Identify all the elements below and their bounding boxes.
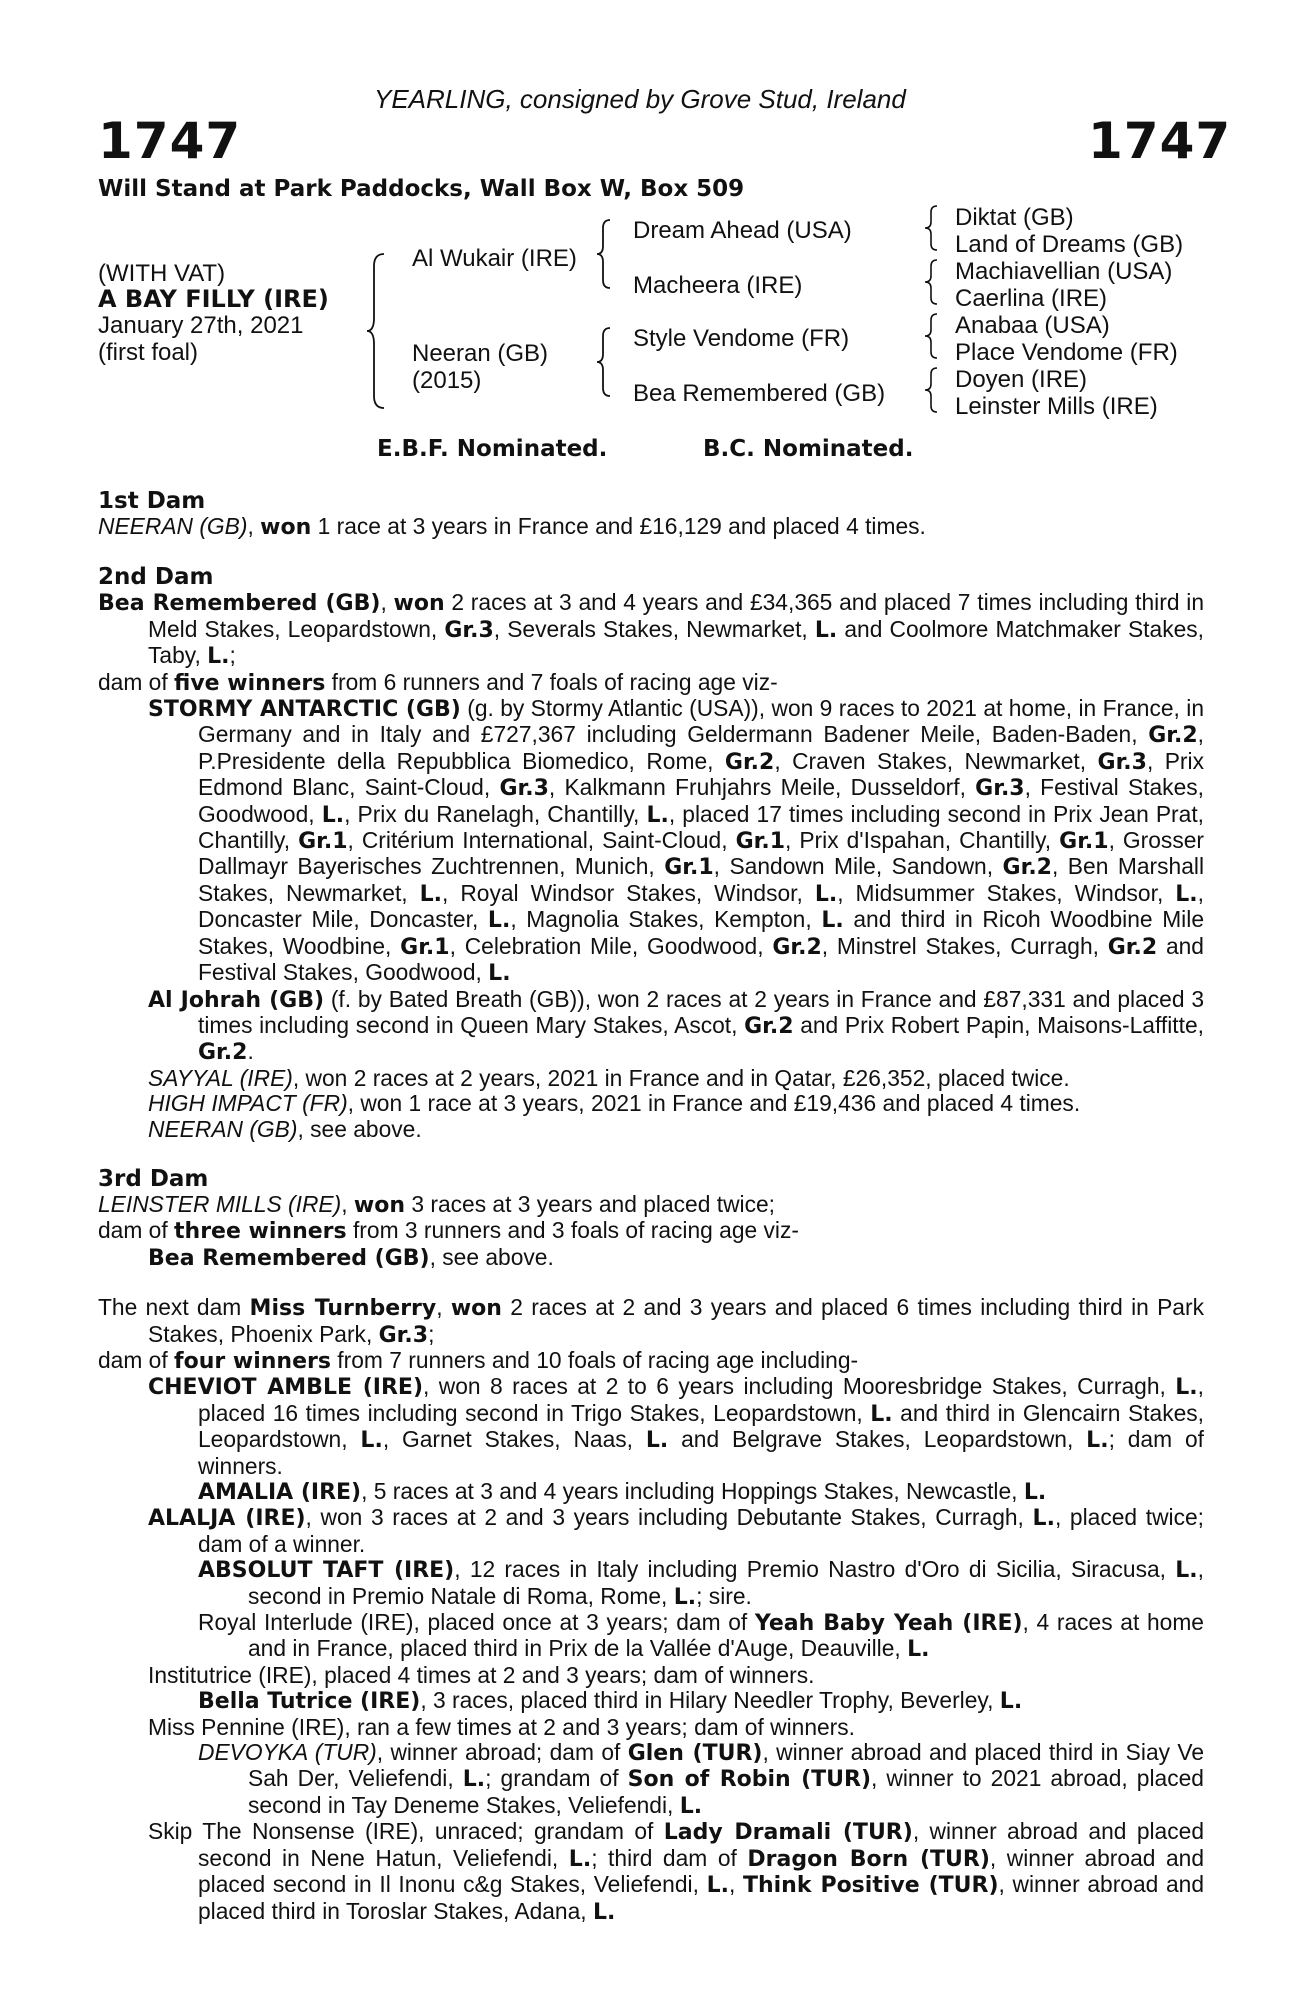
text: , Royal Windsor Stakes, Windsor, [442, 879, 815, 906]
text: , winner abroad and placed second in Nene Hatun, Veliefendi, [198, 1818, 1204, 1871]
ebf-nomination: E.B.F. Nominated. [377, 436, 608, 462]
listed: L. [870, 1401, 893, 1427]
horse-name: Dragon Born (TUR) [747, 1846, 990, 1872]
produce-absolut-taft [198, 1557, 1204, 1610]
text: , Magnolia Stakes, Kempton, [510, 906, 822, 933]
next-dam-entry [98, 1295, 1204, 1348]
text: , Doncaster Mile, Doncaster, [198, 879, 1204, 933]
won-label: won [353, 1192, 405, 1218]
bc-nomination: B.C. Nominated. [703, 436, 914, 462]
ssd-name: Land of Dreams (GB) [955, 231, 1184, 258]
pedigree-brace-dam [596, 326, 616, 398]
text: ; sire. [696, 1582, 752, 1609]
text: Skip The Nonsense (IRE), unraced; grandam of [148, 1818, 664, 1845]
consignor-line: YEARLING, consigned by Grove Stud, Ireland [374, 84, 906, 114]
text: (g. by Stormy Atlantic (USA)), won 9 races to 2021 at home, in France, in Germany and in Italy and £727,367 including Geldermann Badener Meile, Baden-Baden, [198, 695, 1205, 748]
listed: L. [1175, 1375, 1198, 1401]
grade: Gr.1 [664, 855, 714, 881]
dam-dam: Bea Remembered (GB) [633, 380, 886, 407]
horse-name: Bella Tutrice (IRE) [198, 1689, 421, 1715]
grade: Gr.3 [975, 776, 1025, 802]
winners-count: four winners [174, 1348, 331, 1374]
listed: L. [1175, 1558, 1198, 1584]
horse-name: SAYYAL (IRE) [148, 1064, 293, 1091]
horse-name: STORMY ANTARCTIC (GB) [148, 697, 461, 723]
produce-al-johrah [148, 987, 1204, 1066]
listed: L. [1175, 881, 1198, 907]
listed: L. [999, 1689, 1023, 1715]
listed: L. [1032, 1506, 1055, 1532]
sire-name: Al Wukair (IRE) [412, 245, 577, 272]
pedigree-brace-ds [924, 312, 942, 360]
text: , placed 16 times including second in Trigo Stakes, Leopardstown, [198, 1373, 1204, 1426]
listed: L. [814, 617, 838, 643]
grade: Gr.3 [444, 617, 494, 643]
text: ; dam of winners. [198, 1426, 1204, 1479]
text: , 12 races in Italy including Premio Nastro d'Oro di Sicilia, Siracusa, [454, 1556, 1176, 1583]
produce-amalia [198, 1479, 1204, 1505]
ddd-name: Leinster Mills (IRE) [955, 393, 1158, 420]
horse-name: Yeah Baby Yeah (IRE) [754, 1611, 1023, 1637]
first-dam-text: 1 race at 3 years in France and £16,129 and placed 4 times. [311, 513, 926, 539]
horse-name: ALALJA (IRE) [148, 1506, 306, 1532]
pedigree-brace-main [366, 252, 390, 410]
produce-devoyka [198, 1740, 1204, 1819]
pedigree-brace-sire [596, 218, 616, 290]
grade: Gr.1 [298, 829, 348, 855]
produce-miss-pennine [148, 1715, 1204, 1740]
text: from 7 runners and 10 foals of racing age including- [330, 1346, 859, 1373]
grade: Gr.2 [772, 934, 822, 960]
lot-number-left: 1747 [98, 112, 242, 170]
grade: Gr.2 [1148, 723, 1198, 749]
produce-bella-tutrice [198, 1688, 1204, 1714]
grade: Gr.1 [735, 829, 785, 855]
horse-name: HIGH IMPACT (FR) [148, 1090, 348, 1117]
listed: L. [462, 1767, 486, 1793]
next-dam-produce-summary [98, 1348, 1204, 1374]
text: , Festival Stakes, Goodwood, [198, 774, 1204, 827]
text: , Severals Stakes, Newmarket, [493, 615, 815, 642]
horse-name: Son of Robin (TUR) [627, 1767, 871, 1793]
text: ; [428, 1320, 435, 1347]
produce-skip-the-nonsense [148, 1819, 1204, 1925]
won-label: won [260, 515, 312, 540]
listed: L. [706, 1873, 729, 1899]
dam-year: (2015) [412, 367, 482, 394]
text: , Prix d'Ispahan, Chantilly, [785, 827, 1060, 854]
text: ; grandam of [485, 1765, 628, 1792]
won-label: won [450, 1296, 502, 1322]
text: , Kalkmann Fruhjahrs Meile, Dusseldorf, [548, 774, 976, 801]
text: Institutrice (IRE), placed 4 times at 2 and 3 years; dam of winners. [148, 1661, 815, 1688]
text: , Critérium International, Saint-Cloud, [347, 827, 736, 854]
text: Royal Interlude (IRE), placed once at 3 years; dam of [198, 1609, 755, 1636]
listed: L. [592, 1899, 616, 1925]
horse-name: Think Positive (TUR) [742, 1873, 999, 1899]
winners-count: five winners [174, 670, 326, 696]
grade: Gr.1 [400, 934, 450, 960]
second-dam-name: Bea Remembered (GB) [98, 591, 381, 617]
text: , Sandown Mile, Sandown, [713, 853, 1003, 880]
text: , winner to 2021 abroad, placed second in Tay Deneme Stakes, Veliefendi, [248, 1765, 1204, 1818]
pedigree-brace-sd [924, 258, 942, 306]
text: , Celebration Mile, Goodwood, [449, 932, 773, 959]
grade: Gr.2 [1002, 855, 1052, 881]
text: from 6 runners and 7 foals of racing age viz- [325, 668, 778, 695]
dds-name: Doyen (IRE) [955, 366, 1088, 393]
text: and Belgrave Stakes, Leopardstown, [668, 1426, 1087, 1453]
text: , won 1 race at 3 years, 2021 in France and £19,436 and placed 4 times. [347, 1090, 1081, 1117]
produce-high-impact [148, 1091, 1204, 1116]
text: , winner abroad and placed second in Il Inonu c&g Stakes, Veliefendi, [198, 1844, 1204, 1898]
text: , placed 17 times including second in Prix Jean Prat, Chantilly, [198, 800, 1204, 854]
listed: L. [360, 1428, 383, 1454]
listed: L. [907, 1637, 930, 1663]
text: , see above. [297, 1115, 422, 1142]
grade: Gr.2 [724, 749, 775, 775]
listed: L. [1086, 1428, 1109, 1454]
horse-name: Al Johrah (GB) [148, 987, 325, 1013]
text: and Prix Robert Papin, Maisons-Laffitte, [793, 1011, 1204, 1038]
second-dam-produce-summary [98, 670, 1204, 696]
text: ; [229, 642, 236, 669]
date-of-birth: January 27th, 2021 [98, 312, 304, 339]
text: , winner abroad and placed third in Toroslar Stakes, Adana, [198, 1871, 1205, 1924]
text: , won 8 races at 2 to 6 years including Mooresbridge Stakes, Curragh, [423, 1373, 1176, 1400]
listed: L. [814, 881, 838, 907]
sss-name: Diktat (GB) [955, 204, 1074, 231]
text: 2 races at 3 and 4 years and £34,365 and placed 7 times including third in Meld Stakes, Leopardstown, [148, 589, 1205, 642]
grade: Gr.2 [744, 1013, 794, 1039]
produce-stormy-antarctic [148, 696, 1204, 986]
text: and Coolmore Matchmaker Stakes, Taby, [148, 615, 1205, 669]
text: and third in Glencairn Stakes, Leopardstown, [198, 1399, 1204, 1453]
text: , Prix Edmond Blanc, Saint-Cloud, [198, 747, 1204, 801]
text: dam of [98, 668, 175, 695]
text: and third in Ricoh Woodbine Mile Stakes, Woodbine, [198, 906, 1204, 959]
dsd-name: Place Vendome (FR) [955, 339, 1178, 366]
text: , Garnet Stakes, Naas, [382, 1426, 646, 1453]
listed: L. [419, 881, 442, 907]
produce-sayyal [148, 1066, 1204, 1091]
text: , winner abroad and placed third in Siay Ve Sah Der, Veliefendi, [248, 1739, 1205, 1792]
text: dam of [98, 1217, 175, 1244]
text: , won 3 races at 2 and 3 years including Debutante Stakes, Curragh, [305, 1504, 1033, 1531]
text: Miss Pennine (IRE), ran a few times at 2 and 3 years; dam of winners. [148, 1713, 856, 1740]
listed: L. [679, 1793, 703, 1819]
text: , placed twice; dam of a winner. [198, 1504, 1205, 1557]
won-label: won [393, 591, 445, 617]
sire-dam: Macheera (IRE) [633, 272, 803, 299]
horse-name: Lady Dramali (TUR) [663, 1820, 913, 1846]
pedigree-brace-ss [924, 204, 942, 252]
foal-note: (first foal) [98, 339, 199, 366]
listed: L. [321, 802, 345, 828]
produce-institutrice [148, 1663, 1204, 1688]
produce-neeran [148, 1117, 1204, 1142]
listed: L. [645, 1428, 669, 1454]
vat-note: (WITH VAT) [98, 260, 226, 287]
listed: L. [673, 1584, 697, 1610]
produce-bea-remembered [148, 1245, 1204, 1271]
text: , won 2 races at 2 years, 2021 in France and in Qatar, £26,352, placed twice. [292, 1064, 1070, 1091]
horse-name: AMALIA (IRE) [198, 1480, 362, 1505]
horse-name: DEVOYKA (TUR) [198, 1739, 377, 1766]
text: , Prix du Ranelagh, Chantilly, [344, 800, 647, 827]
text: , see above. [429, 1243, 554, 1270]
text: from 3 runners and 3 foals of racing age viz- [346, 1217, 799, 1244]
sire-sire: Dream Ahead (USA) [633, 217, 852, 244]
grade: Gr.3 [1097, 749, 1147, 775]
text: , second in Premio Natale di Roma, Rome, [248, 1556, 1205, 1609]
horse-name: Miss Turnberry [249, 1296, 437, 1322]
text: , Craven Stakes, Newmarket, [774, 747, 1098, 774]
grade: Gr.2 [1107, 934, 1158, 960]
horse-name: ABSOLUT TAFT (IRE) [198, 1558, 455, 1584]
dam-name-italic: NEERAN (GB) [98, 513, 248, 539]
listed: L. [1023, 1480, 1047, 1505]
third-dam-entry: LEINSTER MILLS (IRE), won 3 races at 3 years and placed twice; [98, 1190, 776, 1218]
text: (f. by Bated Breath (GB)), won 2 races at 2 years in France and £87,331 and placed 3 times including second in Queen Mary Stakes, Ascot, [198, 985, 1204, 1038]
horse-name: Bea Remembered (GB) [148, 1245, 430, 1271]
third-dam-heading: 3rd Dam [98, 1165, 209, 1192]
dss-name: Anabaa (USA) [955, 312, 1110, 339]
sds-name: Machiavellian (USA) [955, 258, 1173, 285]
listed: L. [568, 1846, 592, 1872]
second-dam-entry: Bea Remembered (GB), won 2 races at 3 and 4 years and £34,365 and placed 7 times including third in Meld Stakes, Leopardstown, Gr.3, Severals Stakes, Newmarket, L. and Coolmore Matchmaker Stakes, Taby, L.; [98, 589, 1205, 670]
horse-name: CHEVIOT AMBLE (IRE) [148, 1375, 423, 1401]
listed: L. [488, 961, 511, 987]
horse-name: LEINSTER MILLS (IRE) [98, 1190, 342, 1217]
text: , Minstrel Stakes, Curragh, [821, 932, 1108, 959]
first-dam-heading: 1st Dam [98, 488, 206, 514]
listed: L. [207, 644, 230, 670]
text: , P.Presidente della Repubblica Biomedico, Rome, [198, 721, 1204, 774]
text: , 5 races at 3 and 4 years including Hoppings Stakes, Newcastle, [361, 1478, 1024, 1504]
grade: Gr.2 [198, 1040, 248, 1066]
lot-number-right: 1747 [1088, 112, 1232, 170]
text: and Festival Stakes, Goodwood, [198, 932, 1204, 986]
text: , [436, 1294, 451, 1321]
first-dam-entry: NEERAN (GB), won 1 race at 3 years in France and £16,129 and placed 4 times. [98, 513, 926, 540]
produce-alalja [148, 1505, 1204, 1557]
text: 2 races at 2 and 3 years and placed 6 times including third in Park Stakes, Phoenix Park, [148, 1294, 1204, 1347]
text: , Ben Marshall Stakes, Newmarket, [198, 853, 1205, 906]
third-dam-produce-summary [98, 1218, 1204, 1244]
text: , Grosser Dallmayr Bayerisches Zuchtrennen, Munich, [198, 827, 1204, 880]
second-dam-heading: 2nd Dam [98, 564, 214, 591]
text: , winner abroad; dam of [376, 1739, 628, 1766]
horse-name: A BAY FILLY (IRE) [98, 285, 329, 313]
winners-count: three winners [174, 1219, 347, 1245]
dam-sire: Style Vendome (FR) [633, 325, 850, 352]
horse-name: NEERAN (GB) [148, 1115, 298, 1142]
sdd-name: Caerlina (IRE) [955, 285, 1108, 312]
horse-name: Glen (TUR) [627, 1741, 763, 1767]
text: , Midsummer Stakes, Windsor, [837, 879, 1176, 906]
listed: L. [487, 908, 511, 934]
grade: Gr.3 [499, 776, 549, 802]
catalogue-body [98, 488, 1204, 1925]
text: , [728, 1871, 743, 1898]
text: The next dam [98, 1294, 250, 1321]
grade: Gr.1 [1059, 829, 1109, 855]
pedigree-brace-dd [924, 366, 942, 414]
produce-cheviot-amble [148, 1374, 1204, 1479]
text: ; third dam of [591, 1844, 748, 1871]
dam-name: Neeran (GB) [412, 340, 549, 367]
listed: L. [821, 908, 844, 934]
grade: Gr.3 [378, 1322, 429, 1348]
text: . [247, 1038, 254, 1065]
listed: L. [646, 802, 669, 828]
stand-location: Will Stand at Park Paddocks, Wall Box W, Box 509 [98, 176, 745, 202]
text: , 4 races at home and in France, placed third in Prix de la Vallée d'Auge, Deauville, [248, 1609, 1204, 1662]
text: , 3 races, placed third in Hilary Needler Trophy, Beverley, [420, 1687, 1000, 1714]
text: 3 races at 3 years and placed twice; [405, 1190, 776, 1217]
text: dam of [98, 1346, 175, 1373]
produce-royal-interlude [198, 1610, 1204, 1663]
